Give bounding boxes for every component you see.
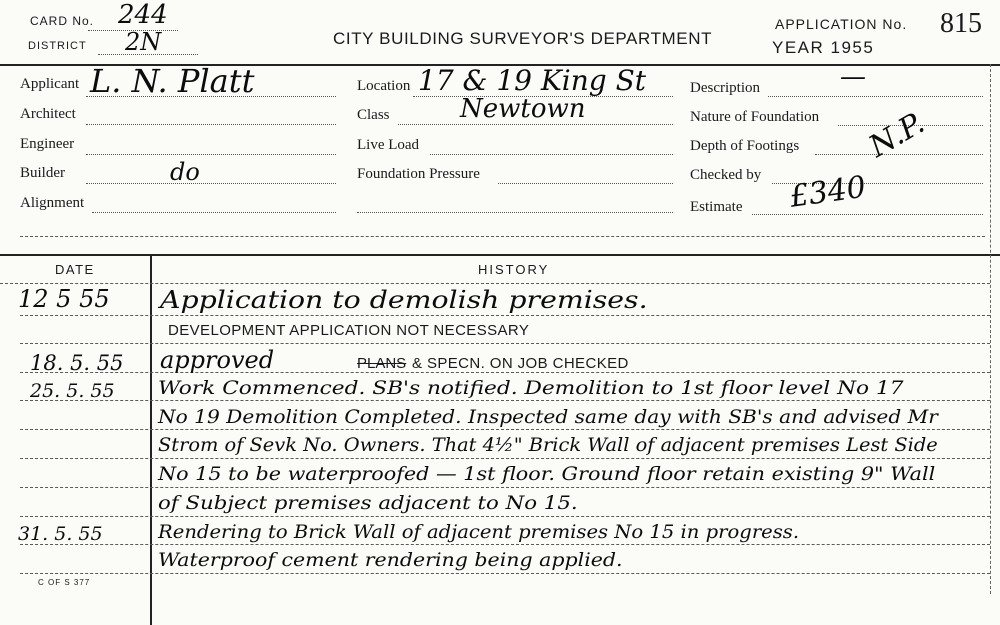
history-entry: Rendering to Brick Wall of adjacent premises No 15 in progress. [158,521,800,543]
card-no-label: CARD No. [30,14,95,28]
description-value: — [840,62,866,92]
class-label: Class [357,107,390,123]
nature-of-foundation-label: Nature of Foundation [690,109,820,125]
history-stamp-plans: PLANS [357,355,407,372]
date-header: DATE [55,262,95,277]
checked-by-value: N.P. [863,105,931,165]
builder-label: Builder [20,165,65,181]
class-value: Newtown [460,94,586,124]
year-label: YEAR 1955 [772,38,875,57]
history-date: 25. 5. 55 [30,380,115,402]
application-no-value: 815 [940,8,982,39]
estimate-value: £340 [787,169,869,215]
location-value: 17 & 19 King St [418,64,647,97]
builder-value: do [170,158,200,186]
checked-by-label: Checked by [690,167,762,183]
applicant-value: L. N. Platt [90,62,255,100]
history-stamp-development: DEVELOPMENT APPLICATION NOT NECESSARY [168,322,530,339]
description-label: Description [690,80,760,96]
history-entry: Work Commenced. SB's notified. Demolition to 1st floor level No 17 [158,377,904,399]
history-entry: Strom of Sevk No. Owners. That 4½" Brick Wall of adjacent premises Lest Side [158,434,938,456]
location-label: Location [357,78,411,94]
applicant-label: Applicant [20,76,80,92]
history-entry: approved [160,346,275,374]
history-entry: No 19 Demolition Completed. Inspected same day with SB's and advised Mr [158,406,938,428]
history-date: 12 5 55 [18,285,110,313]
district-label: DISTRICT [28,40,87,52]
application-no-label: APPLICATION No. [775,16,908,32]
depth-of-footings-label: Depth of Footings [690,138,800,154]
history-entry: of Subject premises adjacent to No 15. [158,492,578,514]
live-load-label: Live Load [357,137,420,153]
history-stamp-specn: & SPECN. ON JOB CHECKED [412,355,629,372]
alignment-label: Alignment [20,195,85,211]
history-entry: Waterproof cement rendering being applied. [158,549,623,571]
history-entry: Application to demolish premises. [160,286,648,314]
engineer-label: Engineer [20,136,75,152]
estimate-label: Estimate [690,199,743,215]
architect-label: Architect [20,106,76,122]
form-code: C OF S 377 [38,578,91,587]
district-value: 2N [125,28,162,56]
card-no-value: 244 [118,0,168,30]
foundation-pressure-label: Foundation Pressure [357,166,480,182]
history-date: 31. 5. 55 [18,523,103,545]
history-date: 18. 5. 55 [30,351,124,375]
history-header: HISTORY [478,262,550,277]
history-entry: No 15 to be waterproofed — 1st floor. Ground floor retain existing 9" Wall [158,463,936,485]
department-title: CITY BUILDING SURVEYOR'S DEPARTMENT [333,29,713,48]
